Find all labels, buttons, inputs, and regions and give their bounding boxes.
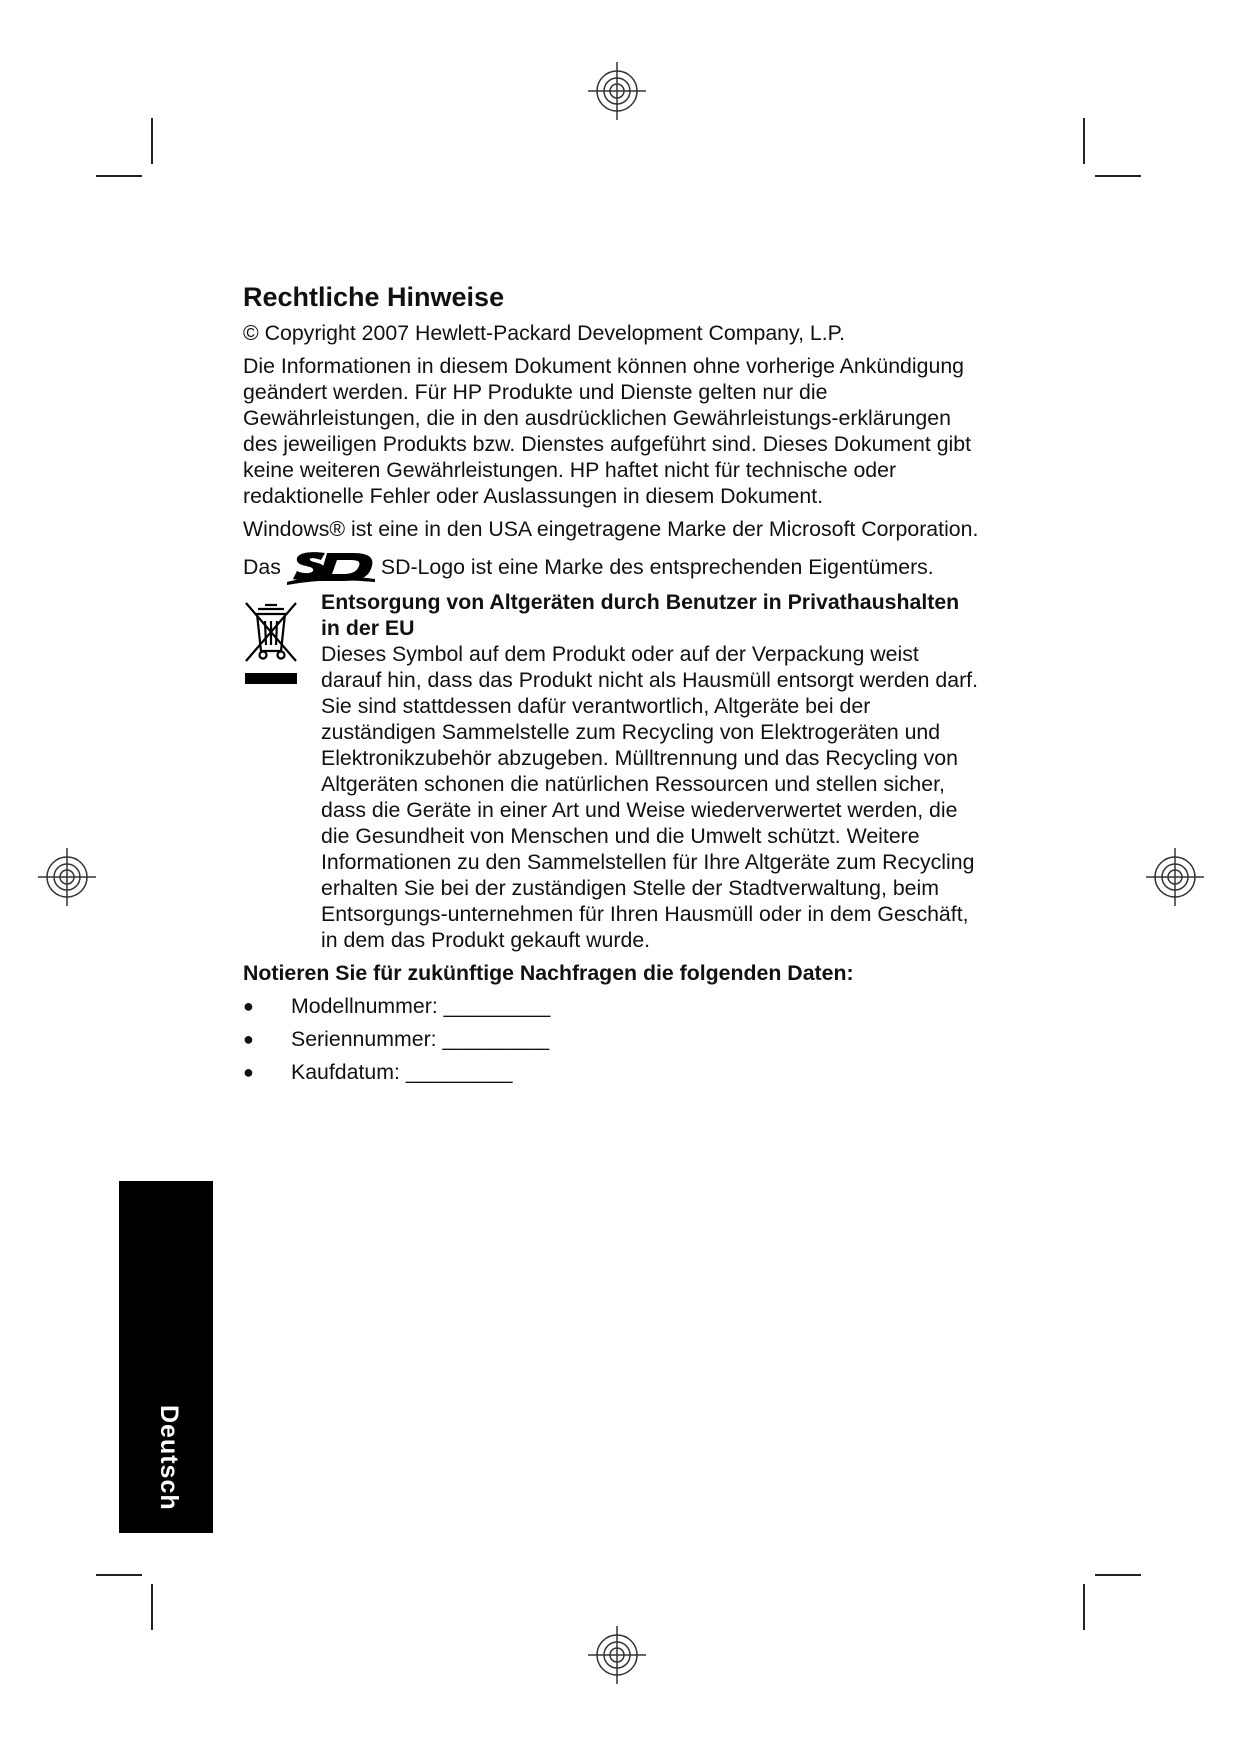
crop-mark-top-left-vertical	[151, 118, 153, 164]
crop-mark-bottom-right-vertical	[1083, 1584, 1085, 1630]
registration-mark-icon	[1144, 846, 1206, 908]
crop-mark-bottom-right-horizontal	[1095, 1574, 1141, 1576]
windows-trademark-paragraph: Windows® ist eine in den USA eingetragene Marke der Microsoft Corporation.	[243, 517, 979, 541]
weee-heading: Entsorgung von Altgeräten durch Benutzer in Privathaushalten in der EU	[321, 590, 960, 640]
crop-mark-bottom-left-horizontal	[96, 1574, 142, 1576]
crop-mark-top-right-vertical	[1083, 118, 1085, 164]
sd-trademark-line	[243, 549, 983, 585]
list-item: ● Kaufdatum: _________	[243, 1060, 513, 1084]
list-item: ● Seriennummer: _________	[243, 1027, 550, 1051]
legal-notices-section	[243, 280, 983, 1092]
registration-mark-icon	[586, 60, 648, 122]
crop-mark-top-right-horizontal	[1095, 175, 1141, 177]
sd-logo	[283, 549, 377, 585]
notes-list	[243, 993, 983, 1092]
sd-prefix: Das	[243, 555, 281, 579]
weee-body	[243, 641, 983, 953]
bullet-icon: ●	[243, 996, 254, 1016]
weee-section	[243, 589, 983, 953]
weee-body-text: Dieses Symbol auf dem Produkt oder auf der Verpackung weist darauf hin, dass das Produkt nicht als Hausmüll entsorgt werden darf. Sie sind stattdessen dafür verantwortlich, Altgeräte bei der zuständigen Sammelstelle zum Recycling von Elektrogeräten und Elektronikzubehör abzugeben. Mülltrennung und das Recycling von Altgeräten schonen die natürlichen Ressourcen und stellen sicher, dass die Geräte in einer Art und Weise wiederverwertet werden, die die Gesundheit von Menschen und die Umwelt schützt. Weitere Informationen zu den Sammelstellen für Ihre Altgeräte zum Recycling erhalten Sie bei der zuständigen Stelle der Stadtverwaltung, beim Entsorgungs-unternehmen für Ihren Hausmüll oder in dem Geschäft, in dem das Produkt gekauft wurde.	[321, 642, 979, 952]
registration-mark-icon	[586, 1624, 648, 1686]
notes-heading: Notieren Sie für zukünftige Nachfragen die folgenden Daten:	[243, 961, 854, 985]
list-item: ● Modellnummer: _________	[243, 994, 551, 1018]
bullet-icon: ●	[243, 1029, 254, 1049]
crop-mark-top-left-horizontal	[96, 175, 142, 177]
info-paragraph: Die Informationen in diesem Dokument können ohne vorherige Ankündigung geändert werden. Für HP Produkte und Dienste gelten nur die Gewährleistungen, die in den ausdrücklichen Gewährleistungs-erklärungen des jeweiligen Produkts bzw. Dienstes aufgeführt sind. Dieses Dokument gibt keine weiteren Gewährleistungen. HP haftet nicht für technische oder redaktionelle Fehler oder Auslassungen in diesem Dokument.	[243, 354, 972, 508]
bullet-icon: ●	[243, 1062, 254, 1082]
language-tab-label: Deutsch	[155, 1405, 183, 1511]
copyright-line: © Copyright 2007 Hewlett-Packard Development Company, L.P.	[243, 321, 846, 345]
sd-suffix: SD-Logo ist eine Marke des entsprechenden Eigentümers.	[380, 555, 934, 579]
registration-mark-icon	[36, 846, 98, 908]
crop-mark-bottom-left-vertical	[151, 1584, 153, 1630]
crossed-out-wheelie-bin-icon	[243, 601, 299, 687]
page-title: Rechtliche Hinweise	[243, 282, 505, 312]
